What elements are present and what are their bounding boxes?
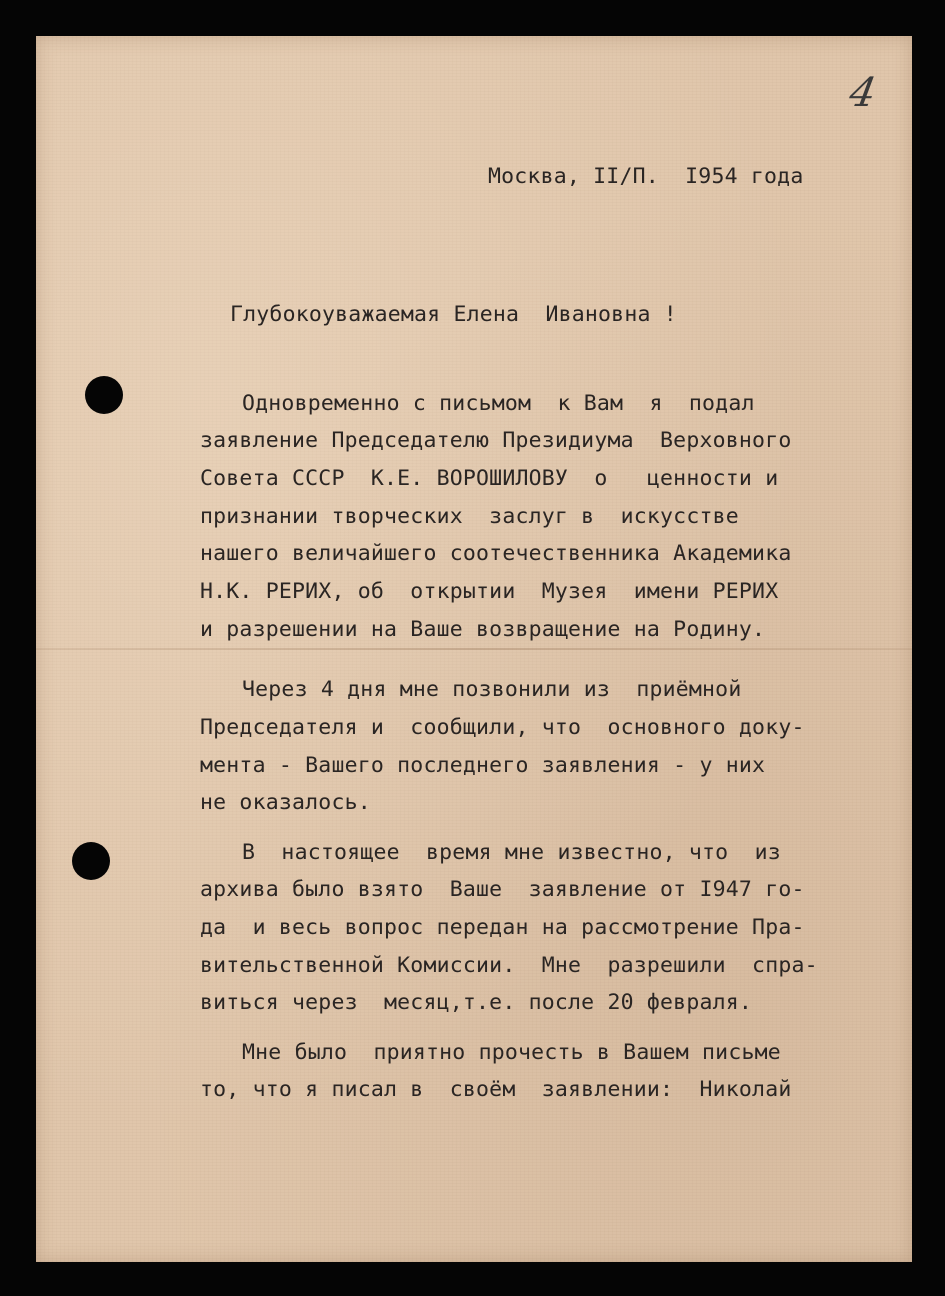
handwritten-page-number: 4 xyxy=(845,70,880,116)
punch-hole-lower xyxy=(72,842,110,880)
text-line: В настоящее время мне известно, что из xyxy=(242,840,781,865)
date-line: Москва, II/П. I954 года xyxy=(488,164,804,189)
text-line: Мне было приятно прочесть в Вашем письме xyxy=(242,1040,781,1065)
text-line: нашего величайшего соотечественника Академика xyxy=(200,541,792,566)
text-line: виться через месяц,т.е. после 20 февраля. xyxy=(200,990,753,1015)
text-line: и разрешении на Ваше возвращение на Родину. xyxy=(200,617,766,642)
text-line: заявление Председателю Президиума Верховного xyxy=(200,428,792,453)
paper-fold-crease xyxy=(36,648,912,650)
text-line: признании творческих заслуг в искусстве xyxy=(200,504,739,529)
text-line: мента - Вашего последнего заявления - у них xyxy=(200,753,766,778)
punch-hole-upper xyxy=(85,376,123,414)
text-line: то, что я писал в своём заявлении: Николай xyxy=(200,1077,792,1102)
text-line: да и весь вопрос передан на рассмотрение Пра- xyxy=(200,915,805,940)
text-line: Через 4 дня мне позвонили из приёмной xyxy=(242,677,742,702)
salutation: Глубокоуважаемая Елена Ивановна ! xyxy=(230,302,677,327)
text-line: Председателя и сообщили, что основного доку- xyxy=(200,715,805,740)
text-line: не оказалось. xyxy=(200,790,371,815)
text-line: Одновременно с письмом к Вам я подал xyxy=(242,391,755,416)
letter-sheet xyxy=(36,36,912,1262)
text-line: вительственной Комиссии. Мне разрешили спра- xyxy=(200,953,818,978)
text-line: архива было взято Ваше заявление от I947 го- xyxy=(200,877,805,902)
text-line: Совета СССР К.Е. ВОРОШИЛОВУ о ценности и xyxy=(200,466,779,491)
text-line: Н.К. РЕРИХ, об открытии Музея имени РЕРИХ xyxy=(200,579,779,604)
